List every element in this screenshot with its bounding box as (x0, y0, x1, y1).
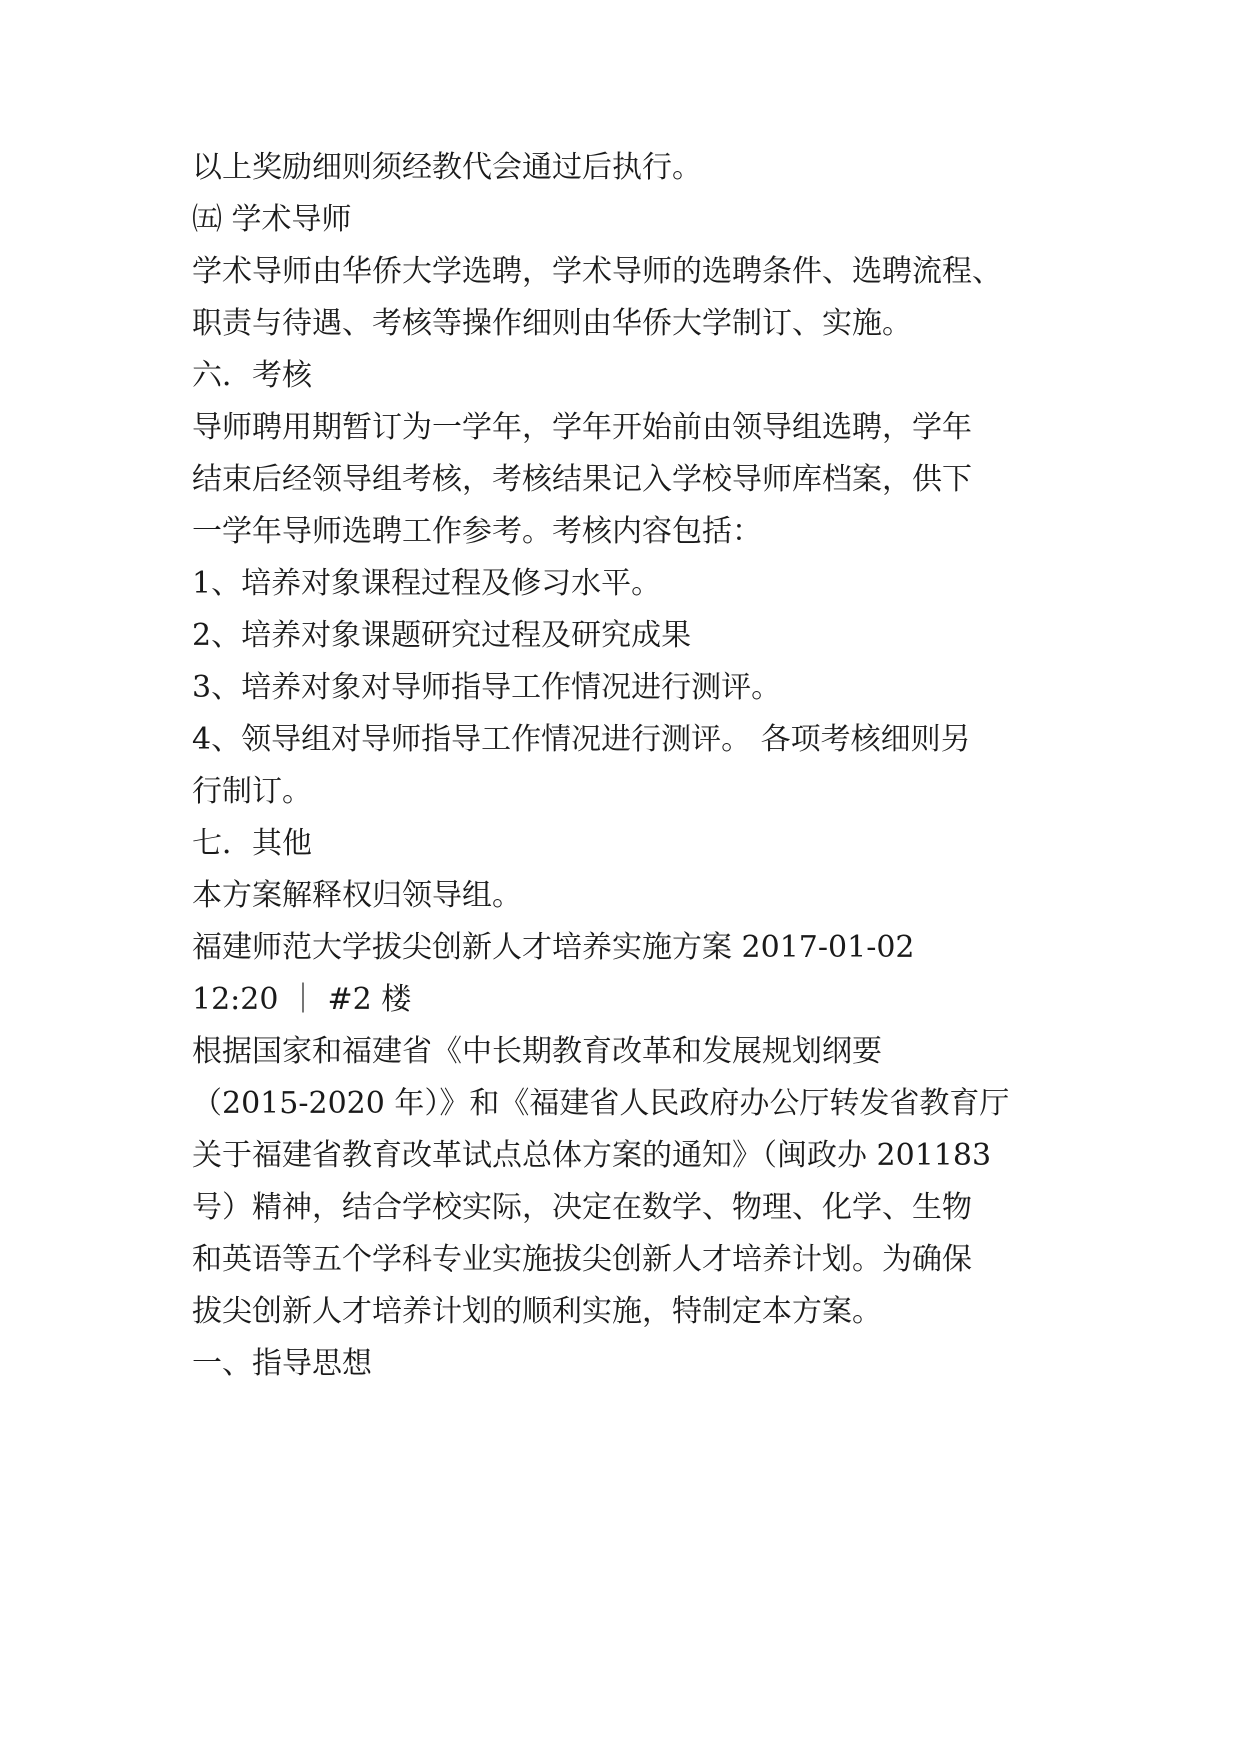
paragraph-line: 一学年导师选聘工作参考。考核内容包括： (192, 514, 762, 549)
list-item: 1、培养对象课程过程及修习水平。 (192, 566, 662, 601)
paragraph-line: 根据国家和福建省《中长期教育改革和发展规划纲要 (192, 1034, 882, 1069)
section-heading: 一、指导思想 (192, 1346, 372, 1381)
post-title: 福建师范大学拔尖创新人才培养实施方案 2017-01-02 (192, 930, 915, 965)
paragraph-line: 学术导师由华侨大学选聘，学术导师的选聘条件、选聘流程、 (192, 254, 1002, 289)
paragraph-line: 结束后经领导组考核，考核结果记入学校导师库档案，供下 (192, 462, 972, 497)
list-item: 3、培养对象对导师指导工作情况进行测评。 (192, 670, 782, 705)
paragraph-line: 号）精神，结合学校实际，决定在数学、物理、化学、生物 (192, 1190, 972, 1225)
list-item: 4、领导组对导师指导工作情况进行测评。 各项考核细则另 (192, 722, 971, 757)
paragraph-line: 职责与待遇、考核等操作细则由华侨大学制订、实施。 (192, 306, 912, 341)
section-heading: ㈤ 学术导师 (192, 202, 352, 237)
paragraph-line: 和英语等五个学科专业实施拔尖创新人才培养计划。为确保 (192, 1242, 972, 1277)
paragraph-line: 拔尖创新人才培养计划的顺利实施，特制定本方案。 (192, 1294, 882, 1329)
paragraph-line: 行制订。 (192, 774, 312, 809)
paragraph-line: 导师聘用期暂订为一学年，学年开始前由领导组选聘，学年 (192, 410, 972, 445)
section-heading: 七．其他 (192, 826, 312, 861)
paragraph-line: （2015-2020 年）》和《福建省人民政府办公厅转发省教育厅 (192, 1086, 1010, 1121)
paragraph-line: 关于福建省教育改革试点总体方案的通知》（闽政办 201183 (192, 1138, 992, 1173)
post-meta: 12:20 ｜ #2 楼 (192, 982, 412, 1017)
paragraph-line: 以上奖励细则须经教代会通过后执行。 (192, 150, 702, 185)
list-item: 2、培养对象课题研究过程及研究成果 (192, 618, 692, 653)
section-heading: 六．考核 (192, 358, 312, 393)
paragraph-line: 本方案解释权归领导组。 (192, 878, 522, 913)
